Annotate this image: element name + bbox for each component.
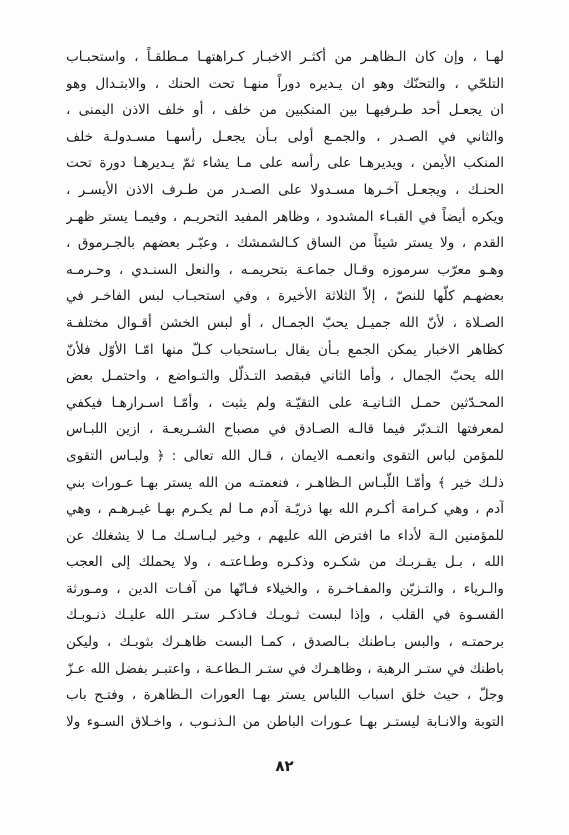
text-line: ذلـك خير ﴾ وأمّـا اللّبـاس الـظاهـر ، فنعمتـه من الله يستر بهـا عـورات بني bbox=[66, 474, 504, 491]
text-line: والـرياء ، والتـزيّن والمفـاخـرة ، والخيلاء فـانّها من آفـات الدين ، ومـورثة bbox=[66, 580, 504, 597]
page-number: ٨٢ bbox=[275, 757, 294, 775]
text-line: الصـلاة ، لأنّ الله جميـل يحبّ الجمـال ، أو لبس الخشن أقـوال مختلفـة bbox=[66, 314, 504, 331]
text-line: الله ، بـل يقـربـك من شكـره وذكـره وطـاعتـه ، ولا يحملك إلى العجب bbox=[66, 554, 504, 571]
text-line: للمؤمنين الـة لأداء ما افترض الله عليهم ، وخير لبـاسـك مـا لا يشغلك عن bbox=[66, 527, 504, 544]
text-line: القدم ، ولا يستر شيئاً من الساق كـالشمشك ، وعبّـر بعضهم بالجـرموق ، bbox=[66, 235, 504, 252]
text-line: لمعرفتها التـدبّر فيما قالـه الصـادق في مصباح الشـريعـة ، ازين اللبـاس bbox=[66, 421, 504, 438]
text-line: المحـدّثين حمـل الثـانيـة على التقيّـة ولم يثبت ، وأمّـا اسـرارهـا فيكفي bbox=[66, 394, 504, 411]
text-line: ان يجعـل أحد طـرفيهـا بين المنكبين من خلف ، أو خلف الاذن اليمنى ، bbox=[66, 102, 504, 119]
body-text bbox=[66, 44, 504, 735]
text-line: بعضهـم كلّها للنصّ ، إلاّ الثلاثة الأخيرة ، وفي استحبـاب لبس الفاخـر في bbox=[66, 288, 504, 305]
text-line: القسـوة في القلب ، وإذا لبست ثـوبـك فـاذكـر ستـر الله عليـك ذنـوبـك bbox=[66, 607, 504, 624]
text-line: المنكب الأيمن ، ويديرهـا على رأسه على مـا يشاء ثمّ يـديرهـا دورة تحت bbox=[66, 155, 504, 172]
text-line: للمؤمن لباس التقوى وانعمـه الايمان ، قـال الله تعالى : ﴿ ولبـاس التقوى bbox=[66, 447, 504, 464]
text-line: باطنك في ستـر الرهبة ، وظاهـرك في ستـر الـطاعـة ، واعتبـر بفضل الله عـزّ bbox=[66, 660, 504, 677]
text-line: برحمتـه ، والبس بـاطنك بـالصدق ، كمـا البست ظاهـرك بثوبـك ، وليكن bbox=[66, 634, 504, 651]
text-line: وهـو معرّب سرموزه وقـال جماعـة بتحريمـه ، والنعل السنـدي ، وحـرمـه bbox=[66, 261, 504, 278]
text-line: والثاني في الصـدر ، والجمـع أولى بـأن يجعـل رأسهـا مسـدولـة خلف bbox=[66, 128, 504, 145]
text-line: التلحّي ، والتحنّك وهو ان يـديره دوراً منهـا تحت الحنك ، والابتـدال وهو bbox=[66, 75, 504, 92]
text-line: الحنـك ، ويجعـل آخـرها مسـدولا على الصـدر من طـرف الاذن الأيسـر ، bbox=[66, 181, 504, 198]
text-line: آدم ، وهي كـرامة أكـرم الله بها ذريّـة آدم مـا لم يكـرم بهـا غيـرهـم ، وهي bbox=[66, 501, 504, 518]
text-line: وجلّ ، حيث خلق اسباب اللباس يستر بهـا العورات الـظاهرة ، وفتـح باب bbox=[66, 687, 504, 704]
text-line: ويكره أيضاً في القبـاء المشدود ، وظاهر المفيد التحريـم ، وفيمـا يستر ظهـر bbox=[66, 208, 504, 225]
text-line: التوبة والانـابة ليستـر بهـا عـورات الباطن من الـذنـوب ، واخـلاق السـوء ولا bbox=[66, 713, 504, 730]
text-line: لهـا ، وإن كان الـظاهـر من أكثـر الاخبـار كـراهتهـا مـطلقـاً ، واستحبـاب bbox=[66, 49, 504, 65]
text-line: كظاهر الاخبار يمكن الجمع بـأن يقال بـاستحباب كـلّ منها امّـا الأوّل فلأنّ bbox=[66, 341, 504, 358]
text-line: الله يحبّ الجمال ، وأما الثاني فبقصد التـذلّل والتـواضع ، واحتمـل بعض bbox=[66, 368, 504, 385]
